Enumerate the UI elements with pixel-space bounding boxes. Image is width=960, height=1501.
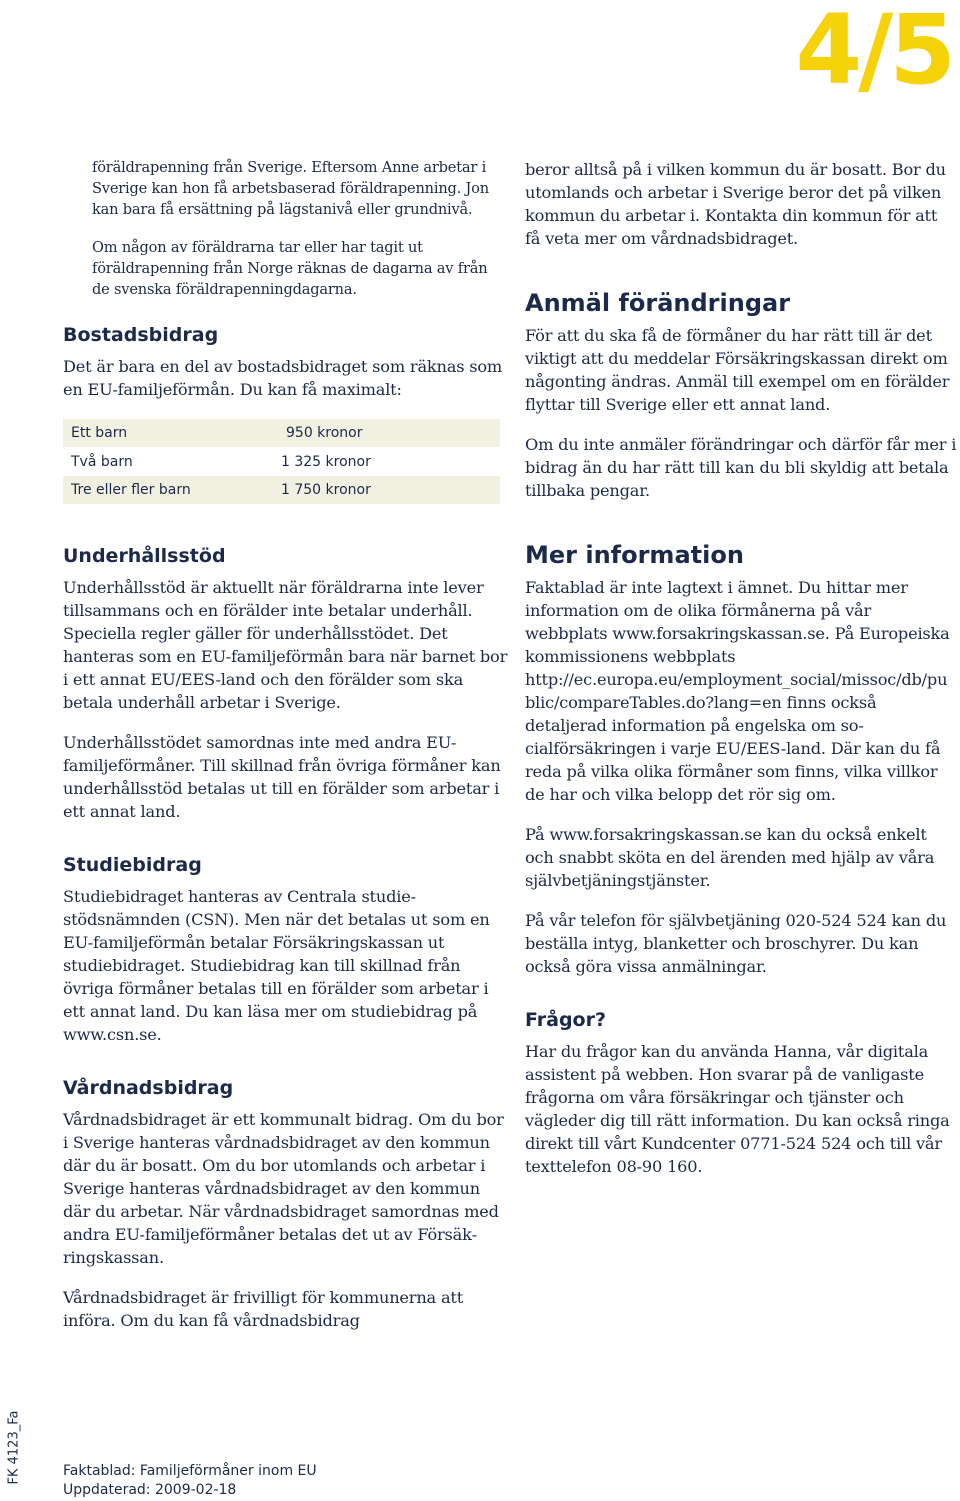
- row-amount: 1 750 kronor: [281, 476, 500, 505]
- heading-fragor: Frågor?: [525, 1009, 607, 1031]
- right-column: [525, 158, 957, 1195]
- studiebidrag-paragraph: Studiebidraget hanteras av Centrala studiestödsnämnden (CSN). Men när det betalas ut som en EU-familjeförmån betalar Försäkringskassan ut studiebidraget. Studiebidrag kan till skillnad från övriga förmåner betalas till en förälder som arbetar i ett annat land. Du kan läsa mer om studiebidrag på www.csn.se.: [63, 887, 490, 1045]
- row-label: Två barn: [71, 453, 133, 470]
- intro-paragraph-2: Om någon av föräldrarna tar eller har tagit ut föräldrapenning från Norge räknas de dagarna av från de svenska föräldrapenningdagarna.: [92, 239, 488, 298]
- vardnadsbidrag-paragraph-1: Vårdnadsbidraget är ett kommunalt bidrag. Om du bor i Sverige hanteras vårdnadsbidraget av den kommun där du är bosatt. Om du bor utomlands och arbetar i Sverige hanteras vårdnadsbidraget av den kommun där du arbetar. När vårdnadsbidraget samordnas med andra EU-familjeförmåner betalas det ut av Försäkringskassan.: [63, 1110, 504, 1268]
- heading-vardnadsbidrag: Vårdnadsbidrag: [63, 1077, 234, 1100]
- mer-info-paragraph-1: Faktablad är inte lagtext i ämnet. Du hittar mer information om de olika förmånerna på vår webbplats www.forsakringskassan.se. På Europeiska kommissionens webbplats http://ec.europa.eu/employment_social/missoc/db/public/compareTables.do?lang=en finns också detaljerad information på engelska om socialförsäkringen i varje EU/EES-land. Där kan du få reda på vilka olika förmåner som finns, vilka villkor de har och vilka belopp det rör sig om.: [525, 578, 950, 804]
- row-amount: 950 kronor: [281, 419, 500, 448]
- heading-studiebidrag: Studiebidrag: [63, 854, 202, 877]
- row-amount: 1 325 kronor: [281, 453, 371, 470]
- bostadsbidrag-text: Det är bara en del av bostadsbidraget som räknas som en EU-familjeförmån. Du kan få maximalt:: [63, 356, 503, 399]
- row-label: Tre eller fler barn: [63, 476, 281, 505]
- anmal-paragraph-1: För att du ska få de förmåner du har rätt till är det viktigt att du meddelar Försäkringskassan direkt om någonting ändras. Anmäl till exempel om en förälder flyttar till Sverige eller ett annat land.: [525, 326, 950, 414]
- vardnadsbidrag-paragraph-2: Vårdnadsbidraget är frivilligt för kommunerna att införa. Om du kan få vårdnadsbidrag: [63, 1288, 464, 1331]
- table-row: [63, 419, 500, 448]
- mer-info-paragraph-3: På vår telefon för självbetjäning 020-524 524 kan du beställa intyg, blanketter och broschyrer. Du kan också göra vissa anmälningar.: [525, 911, 947, 976]
- intro-paragraph-1: föräldrapenning från Sverige. Eftersom Anne arbetar i Sverige kan hon få arbetsbaserad föräldrapenning. Jon kan bara få ersättning på lägstanivå eller grundnivå.: [92, 159, 489, 218]
- form-code: FK 4123_Fa: [6, 1410, 22, 1485]
- heading-mer-information: Mer information: [525, 541, 744, 569]
- underhallsstod-paragraph-1: Underhållsstöd är aktuellt när föräldrarna inte lever tillsammans och en förälder inte betalar underhåll. Speciella regler gäller för underhållsstödet. Det hanteras som en EU-familjeförmån bara när barnet bor i ett annat EU/EES-land och den förälder som ska betala underhåll arbetar i Sverige.: [63, 578, 508, 713]
- table-row: [63, 476, 500, 505]
- bostadsbidrag-table: [63, 419, 500, 505]
- footer: [63, 1462, 317, 1500]
- heading-underhallsstod: Underhållsstöd: [63, 545, 226, 568]
- heading-bostadsbidrag: Bostadsbidrag: [63, 323, 219, 346]
- footer-updated: Uppdaterad: 2009-02-18: [63, 1482, 237, 1498]
- table-row: [63, 447, 500, 476]
- anmal-paragraph-2: Om du inte anmäler förändringar och därför får mer i bidrag än du har rätt till kan du bli skyldig att betala tillbaka pengar.: [525, 435, 957, 500]
- page-number: 4/5: [795, 0, 952, 106]
- heading-anmal-forandringar: Anmäl förändringar: [525, 289, 791, 317]
- left-column: [63, 158, 508, 1349]
- mer-info-paragraph-2: På www.forsakringskassan.se kan du också enkelt och snabbt sköta en del ärenden med hjälp av våra självbetjäningstjänster.: [525, 825, 935, 890]
- row-label: Ett barn: [63, 419, 281, 448]
- footer-title: Faktablad: Familjeförmåner inom EU: [63, 1463, 317, 1479]
- fragor-paragraph: Har du frågor kan du använda Hanna, vår digitala assistent på webben. Hon svarar på de vanligaste frågorna om våra försäkringar och tjänster och vägleder dig till rätt information. Du kan också ringa direkt till vårt Kundcenter 0771-524 524 och till vår texttelefon 08-90 160.: [525, 1042, 950, 1176]
- underhallsstod-paragraph-2: Underhållsstödet samordnas inte med andra EU-familjeförmåner. Till skillnad från övriga förmåner kan underhållsstöd betalas ut till en förälder som arbetar i ett annat land.: [63, 733, 501, 822]
- vardnadsbidrag-continued: beror alltså på i vilken kommun du är bosatt. Bor du utomlands och arbetar i Sverige beror det på vilken kommun du arbetar i. Kontakta din kommun för att få veta mer om vårdnadsbidraget.: [525, 160, 946, 248]
